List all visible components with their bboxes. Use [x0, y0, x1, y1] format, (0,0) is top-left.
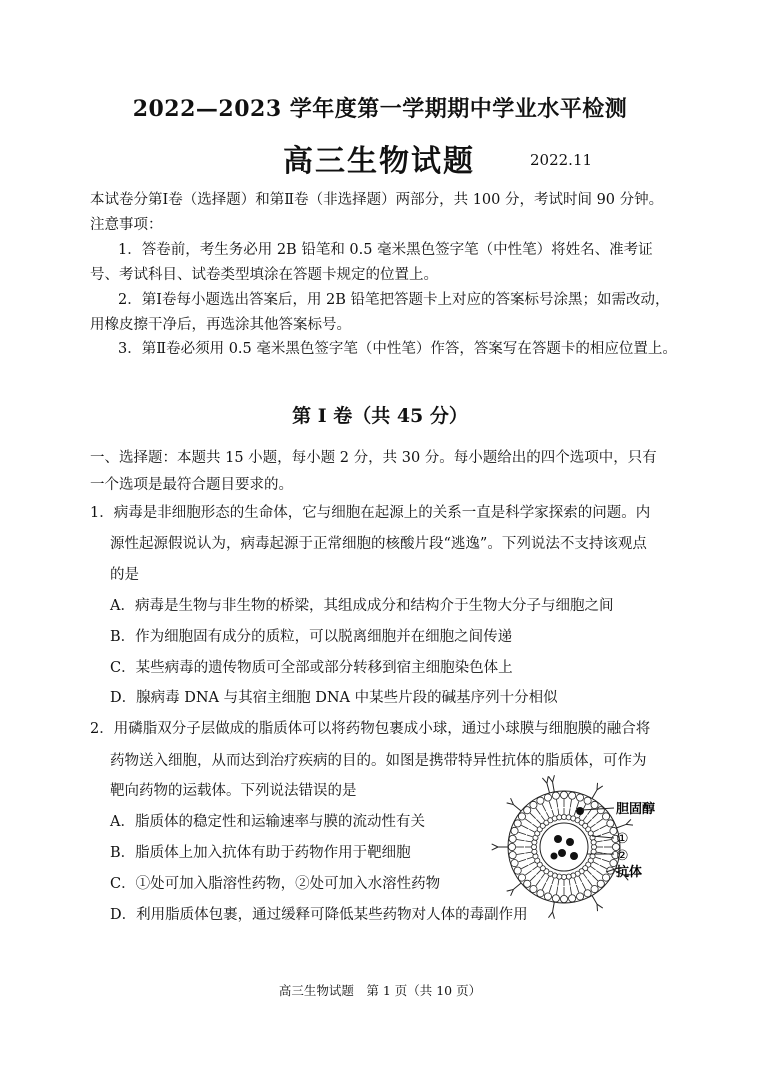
lipid-head — [569, 792, 576, 799]
q2-stem-2: 药物送入细胞，从而达到治疗疾病的目的。如图是携带特异性抗体的脂质体，可作为 — [110, 753, 647, 769]
lipid-tail — [597, 841, 603, 842]
lipid-head — [511, 827, 518, 834]
antibody-arm — [597, 904, 603, 908]
lipid-tail — [593, 829, 598, 832]
notice-1b: 号、考试科目、试卷类型填涂在答题卡规定的位置上。 — [90, 267, 438, 283]
q2-option-a: A．脂质体的稳定性和运输速率与膜的流动性有关 — [110, 814, 425, 830]
lipid-head — [524, 807, 531, 814]
drug-dot — [566, 838, 574, 846]
lipid-head — [537, 890, 544, 897]
drug-dot — [570, 852, 578, 860]
lipid-tail — [600, 825, 607, 829]
lipid-tail — [552, 810, 554, 816]
lipid-tail — [558, 880, 559, 886]
lipid-tail — [574, 878, 576, 884]
liposome-figure — [484, 772, 674, 922]
lipid-head — [509, 835, 516, 842]
lipid-head — [569, 895, 576, 902]
notice-2a: 2．第Ⅰ卷每小题选出答案后，用 2B 铅笔把答题卡上对应的答案标号涂黑；如需改动， — [118, 292, 670, 308]
lipid-tail — [595, 857, 601, 859]
q2-option-c: C．①处可加入脂溶性药物，②处可加入水溶性药物 — [110, 876, 441, 892]
lipid-tail — [592, 813, 598, 819]
lipid-head — [584, 890, 591, 897]
lipid-head — [514, 867, 521, 874]
lipid-tail — [541, 815, 545, 820]
lipid-tail — [521, 825, 528, 829]
lipid-tail — [549, 885, 551, 893]
lipid-tail — [597, 852, 603, 853]
lipid-tail — [602, 859, 610, 861]
lipid-tail — [529, 829, 534, 832]
lipid-tail — [592, 875, 598, 881]
antibody-arm — [553, 912, 555, 919]
lipid-head — [544, 794, 551, 801]
antibody-arm — [597, 904, 598, 911]
label-2: ② — [616, 848, 629, 864]
lipid-tail — [542, 883, 546, 890]
lipid-tail — [574, 810, 576, 816]
antibody-stem — [592, 895, 597, 904]
lipid-tail — [593, 862, 598, 865]
lipid-head — [524, 880, 531, 887]
q1-stem-3: 的是 — [110, 567, 139, 583]
lipid-tail — [582, 883, 586, 890]
lipid-head — [530, 885, 537, 892]
lipid-tail — [570, 887, 571, 895]
lipid-head — [584, 797, 591, 804]
drug-dot — [554, 835, 562, 843]
lipid-head — [511, 859, 518, 866]
q2-stem-3: 靶向药物的运载体。下列说法错误的是 — [110, 783, 357, 799]
lipid-tail — [600, 865, 607, 869]
lipid-tail — [576, 885, 578, 893]
lipid-tail — [552, 878, 554, 884]
drug-dot — [551, 853, 558, 860]
lipid-tail — [583, 874, 587, 879]
lipid-head — [576, 893, 583, 900]
lipid-tail — [536, 819, 540, 823]
lipid-tail — [546, 812, 549, 817]
lipid-tail — [530, 813, 536, 819]
lipid-tail — [604, 839, 612, 840]
intro-line: 本试卷分第Ⅰ卷（选择题）和第Ⅱ卷（非选择题）两部分，共 100 分，考试时间 90 分钟。 — [90, 192, 664, 208]
q1-stem-2: 源性起源假说认为，病毒起源于正常细胞的核酸片段“逃逸”。下列说法不支持该观点 — [110, 536, 647, 552]
lipid-head — [560, 895, 567, 902]
lipid-tail — [558, 808, 559, 814]
antibody-arm — [548, 912, 552, 918]
lipid-head — [514, 820, 521, 827]
lipid-tail — [569, 808, 570, 814]
lipid-head — [602, 874, 609, 881]
lipid-tail — [532, 866, 537, 870]
q1-option-a: A．病毒是生物与非生物的桥梁，其组成成分和结构介于生物大分子与细胞之间 — [110, 598, 614, 614]
lipid-tail — [570, 800, 571, 808]
antibody-arm — [597, 783, 598, 790]
antibody-arm — [492, 847, 498, 850]
q1-option-b: B．作为细胞固有成分的质粒，可以脱离细胞并在细胞之间传递 — [110, 629, 513, 645]
notice-2b: 用橡皮擦干净后，再选涂其他答案标号。 — [90, 317, 351, 333]
lipid-head — [560, 791, 567, 798]
lipid-head — [508, 843, 515, 850]
q1-stem-1: 1．病毒是非细胞形态的生命体，它与细胞在起源上的关系一直是科学家探索的问题。内 — [90, 505, 651, 521]
lipid-tail — [536, 870, 540, 874]
lipid-tail — [527, 835, 533, 837]
drug-dot — [558, 849, 566, 857]
lipid-tail — [525, 871, 531, 876]
lipid-head — [597, 807, 604, 814]
exam-title: 2022—2023 学年度第一学期期中学业水平检测 — [132, 96, 628, 122]
lipid-head — [552, 895, 559, 902]
lipid-tail — [569, 880, 570, 886]
antibody-arm — [542, 778, 547, 783]
lipid-head — [537, 797, 544, 804]
antibody-stem — [553, 782, 555, 792]
lipid-tail — [530, 875, 536, 881]
notice-1a: 1．答卷前，考生务必用 2B 铅笔和 0.5 毫米黑色签字笔（中性笔）将姓名、准考证 — [118, 242, 653, 258]
antibody-stem — [617, 824, 626, 827]
exam-date: 2022.11 — [530, 151, 593, 169]
lipid-tail — [517, 839, 525, 840]
q1-option-c: C．某些病毒的遗传物质可全部或部分转移到宿主细胞染色体上 — [110, 660, 513, 676]
lipid-tail — [521, 865, 528, 869]
lipid-head — [576, 794, 583, 801]
label-cholesterol: 胆固醇 — [616, 802, 656, 817]
lipid-tail — [587, 819, 591, 823]
lipid-head — [518, 874, 525, 881]
cholesterol-dot — [576, 807, 584, 815]
antibody-stem — [553, 902, 555, 912]
antibody-arm — [548, 776, 552, 782]
q2-option-d: D．利用脂质体包裹，通过缓释可降低某些药物对人体的毒副作用 — [110, 907, 528, 923]
lipid-tail — [583, 815, 587, 820]
antibody-arm — [553, 775, 555, 782]
label-1: ① — [616, 831, 629, 847]
q2-option-b: B．脂质体上加入抗体有助于药物作用于靶细胞 — [110, 845, 411, 861]
q2-stem-1: 2．用磷脂双分子层做成的脂质体可以将药物包裹成小球，通过小球膜与细胞膜的融合将 — [90, 721, 651, 737]
lipid-tail — [556, 800, 557, 808]
antibody-stem — [513, 883, 521, 889]
lipid-head — [591, 840, 596, 845]
antibody-arm — [626, 824, 633, 825]
lipid-tail — [542, 804, 546, 811]
part1-line2: 一个选项是最符合题目要求的。 — [90, 477, 293, 493]
lipid-head — [544, 893, 551, 900]
lipid-head — [530, 801, 537, 808]
q1-option-d: D．腺病毒 DNA 与其宿主细胞 DNA 中某些片段的碱基序列十分相似 — [110, 690, 558, 706]
part1-line1: 一、选择题：本题共 15 小题，每小题 2 分，共 30 分。每小题给出的四个选项中，只有 — [90, 450, 657, 466]
lipid-tail — [517, 853, 525, 854]
lipid-tail — [525, 852, 531, 853]
lipid-tail — [529, 862, 534, 865]
lipid-tail — [549, 801, 551, 809]
section-title: 第 Ⅰ 卷（共 45 分） — [292, 405, 468, 427]
lipid-tail — [536, 808, 541, 814]
lipid-tail — [596, 871, 602, 876]
lipid-tail — [518, 832, 526, 834]
lipid-tail — [532, 824, 537, 828]
antibody-stem — [513, 805, 521, 811]
lipid-tail — [587, 870, 591, 874]
lipid-tail — [579, 876, 582, 881]
page-footer: 高三生物试题 第 1 页（共 10 页） — [278, 983, 482, 998]
lipid-tail — [527, 857, 533, 859]
antibody-stem — [592, 790, 597, 799]
lipid-tail — [541, 874, 545, 879]
lipid-head — [591, 801, 598, 808]
subject-title: 高三生物试题 — [283, 144, 475, 179]
antibody-arm — [597, 786, 603, 790]
lipid-head — [552, 792, 559, 799]
lipid-head — [602, 813, 609, 820]
liposome-diagram — [492, 775, 633, 918]
notice-title: 注意事项： — [90, 217, 163, 233]
lipid-tail — [591, 866, 596, 870]
lipid-tail — [518, 859, 526, 861]
lipid-head — [597, 880, 604, 887]
lipid-tail — [588, 879, 593, 885]
lipid-tail — [596, 819, 602, 824]
lipid-tail — [546, 876, 549, 881]
lipid-tail — [536, 879, 541, 885]
lipid-head — [591, 885, 598, 892]
lipid-tail — [525, 819, 531, 824]
antibody-arm — [492, 844, 498, 847]
lipid-tail — [556, 887, 557, 895]
label-antibody: 抗体 — [616, 865, 643, 880]
antibody-arm — [547, 776, 548, 783]
notice-3: 3．第Ⅱ卷必须用 0.5 毫米黑色签字笔（中性笔）作答，答案写在答题卡的相应位置上。 — [118, 341, 677, 357]
lipid-head — [607, 820, 614, 827]
antibody-arm — [626, 819, 631, 824]
antibody-stem — [547, 783, 550, 793]
lipid-head — [509, 852, 516, 859]
lipid-tail — [591, 824, 596, 828]
lipid-tail — [602, 832, 610, 834]
lipid-head — [518, 813, 525, 820]
lipid-tail — [525, 841, 531, 842]
